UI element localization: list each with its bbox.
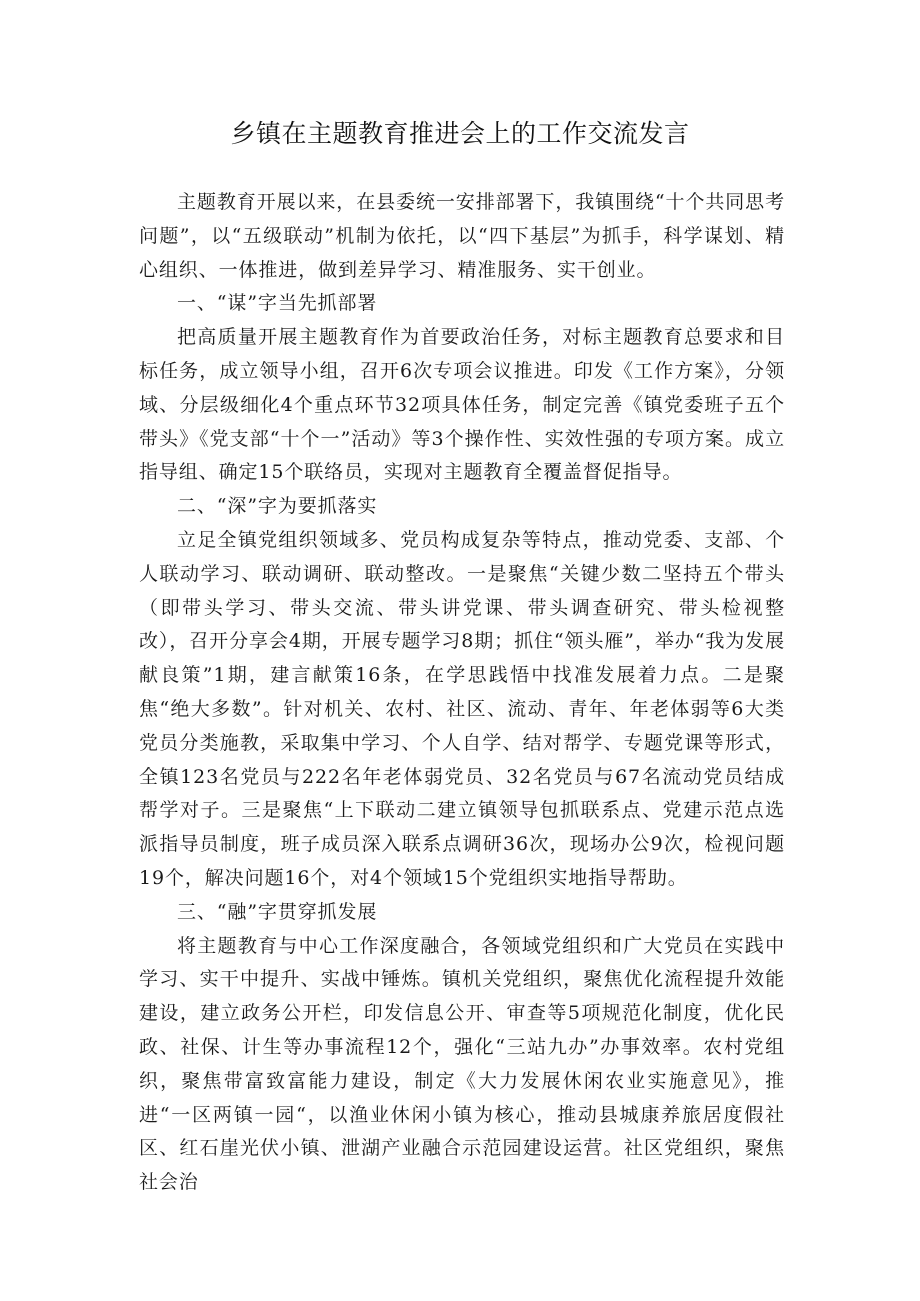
section-paragraph-1: 把高质量开展主题教育作为首要政治任务，对标主题教育总要求和目标任务，成立领导小组，召开6次专项会议推进。印发《工作方案》，分领域、分层级细化4个重点环节32项具体任务，制定完善《镇党委班子五个带头》《党支部“十个一”活动》等3个操作性、实效性强的专项方案。成立指导组、确定15个联络员，实现对主题教育全覆盖督促指导。 — [139, 326, 785, 484]
section-heading-3: 三、“融”字贯穿抓发展 — [177, 900, 378, 923]
section-heading-1: 一、“谋”字当先抓部署 — [177, 292, 378, 315]
section-paragraph-3: 将主题教育与中心工作深度融合，各领域党组织和广大党员在实践中学习、实干中提升、实战中锤炼。镇机关党组织，聚焦优化流程提升效能建设，建立政务公开栏，印发信息公开、审查等5项规范化制度，优化民政、社保、计生等办事流程12个，强化“三站九办”办事效率。农村党组织，聚焦带富致富能力建设，制定《大力发展休闲农业实施意见》，推进“一区两镇一园“，以渔业休闲小镇为核心，推动县城康养旅居度假社区、红石崖光伏小镇、泄湖产业融合示范园建设运营。社区党组织，聚焦社会治 — [139, 934, 785, 1194]
section-paragraph-2: 立足全镇党组织领域多、党员构成复杂等特点，推动党委、支部、个人联动学习、联动调研、联动整改。一是聚焦“关键少数二坚持五个带头（即带头学习、带头交流、带头讲党课、带头调查研究、带头检视整改），召开分享会4期，开展专题学习8期；抓住“领头雁”，举办“我为发展献良策”1期，建言献策16条，在学思践悟中找准发展着力点。二是聚焦“绝大多数”。针对机关、农村、社区、流动、青年、年老体弱等6大类党员分类施教，采取集中学习、个人自学、结对帮学、专题党课等形式，全镇123名党员与222名年老体弱党员、32名党员与67名流动党员结成帮学对子。三是聚焦“上下联动二建立镇领导包抓联系点、党建示范点选派指导员制度，班子成员深入联系点调研36次，现场办公9次，检视问题19个，解决问题16个，对4个领域15个党组织实地指导帮助。 — [139, 528, 785, 889]
section-heading-2: 二、“深”字为要抓落实 — [177, 495, 378, 518]
intro-paragraph: 主题教育开展以来，在县委统一安排部署下，我镇围绕“十个共同思考问题”，以“五级联动”机制为依托，以“四下基层”为抓手，科学谋划、精心组织、一体推进，做到差异学习、精准服务、实干创业。 — [139, 191, 785, 281]
document-title: 乡镇在主题教育推进会上的工作交流发言 — [230, 119, 690, 148]
document-body — [139, 186, 785, 1200]
